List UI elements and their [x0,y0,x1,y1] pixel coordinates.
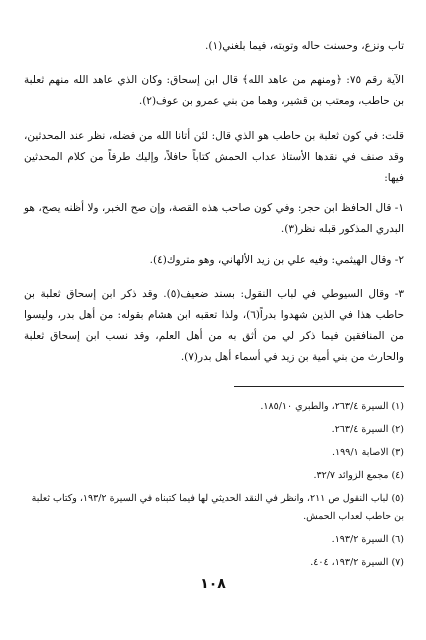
footnote-7: (٧) السيرة ١٩٣/٢، ٤٠٤. [310,557,404,568]
paragraph-verse-75: الآية رقم ٧٥: ﴿ومنهم من عاهد الله﴾ قال ابن إسحاق: وكان الذي عاهد الله منهم ثعلبة بن حاطب، ومعتب بن قشير، وهما من بني عمرو بن عوف(٢). [24,74,405,107]
footnote-4: (٤) مجمع الزوائد ٣٢/٧. [313,470,404,481]
footnote-5: (٥) لباب النقول ص ٢١١، وانظر في النقد الحديثي لها فيما كتبناه في السيرة ١٩٣/٢، وكتاب ثعلبة بن حاطب لعداب الحمش. [31,493,404,522]
footnote-2: (٢) السيرة ٢٦٣/٤. [331,424,404,435]
footnote-6: (٦) السيرة ١٩٣/٢. [331,534,404,545]
paragraph-continuation: تاب ونزع، وحسنت حاله وتوبته، فيما بلغني(١). [205,40,404,52]
footnotes-list [24,398,404,577]
paragraph-commentary: قلت: في كون ثعلبة بن حاطب هو الذي قال: لئن أتانا الله من فضله، نظر عند المحدثين، وقد صنف في نقدها الأستاذ عداب الحمش كتاباً حافلاً، وإليك طرفاً من كلام المحدثين فيها: [24,130,404,184]
paragraph-point-1: ١- قال الحافظ ابن حجر: وفي كون صاحب هذه القصة، وإن صح الخبر، ولا أظنه يصح، هو البدري المذكور قبله نظر(٣). [24,202,404,235]
page-number: ١٠٨ [200,576,226,592]
footnote-3: (٣) الاصابة ١٩٩/١. [332,447,404,458]
paragraph-point-3: ٣- وقال السيوطي في لباب النقول: بسند ضعيف(٥). وقد ذكر ابن إسحاق ثعلبة بن حاطب هذا في الذين شهدوا بدراً(٦)، ولذا تعقبه ابن هشام بقوله: من أهل بدر، وليسوا من المنافقين فيما ذكر لي من أثق به من أهل العلم، وقد نسب ابن إسحاق ثعلبة والحارث من بني أمية بن زيد في أسماء أهل بدر(٧). [24,288,404,363]
footnote-divider [234,386,404,387]
footnote-1: (١) السيرة ٢٦٣/٤، والطبري ١٨٥/١٠. [260,401,404,412]
paragraph-point-2: ٢- وقال الهيثمي: وفيه علي بن زيد الألهاني، وهو متروك(٤). [149,254,404,266]
